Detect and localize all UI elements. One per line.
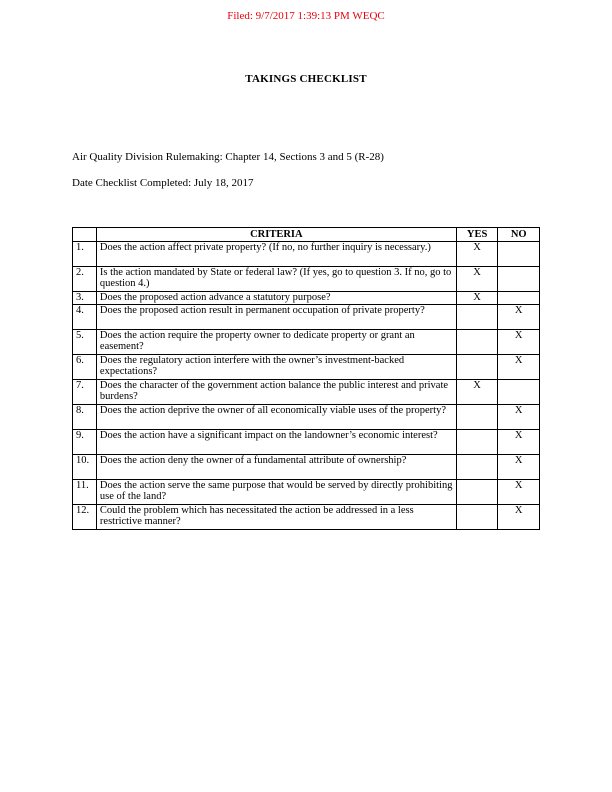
row-number: 7. <box>73 380 97 405</box>
row-yes-mark <box>456 480 498 505</box>
row-number: 10. <box>73 455 97 480</box>
header-yes: YES <box>456 228 498 242</box>
row-criteria: Does the action have a significant impact on the landowner’s economic interest? <box>96 430 456 455</box>
row-number: 3. <box>73 292 97 305</box>
table-row <box>73 242 540 267</box>
filed-stamp: Filed: 9/7/2017 1:39:13 PM WEQC <box>227 10 385 22</box>
row-criteria: Does the regulatory action interfere with the owner’s investment-backed expectations? <box>96 355 456 380</box>
row-yes-mark <box>456 355 498 380</box>
row-criteria: Does the action deny the owner of a fundamental attribute of ownership? <box>96 455 456 480</box>
row-number: 5. <box>73 330 97 355</box>
table-row <box>73 330 540 355</box>
row-no-mark: X <box>498 305 540 330</box>
row-no-mark <box>498 242 540 267</box>
row-yes-mark: X <box>456 242 498 267</box>
row-no-mark: X <box>498 455 540 480</box>
row-yes-mark <box>456 405 498 430</box>
document-title: TAKINGS CHECKLIST <box>245 73 367 85</box>
rulemaking-line: Air Quality Division Rulemaking: Chapter 14, Sections 3 and 5 (R-28) <box>72 151 384 163</box>
table-row <box>73 505 540 530</box>
row-criteria: Does the proposed action result in permanent occupation of private property? <box>96 305 456 330</box>
table-row <box>73 455 540 480</box>
row-yes-mark <box>456 455 498 480</box>
row-criteria: Is the action mandated by State or federal law? (If yes, go to question 3. If no, go to question 4.) <box>96 267 456 292</box>
table-row <box>73 430 540 455</box>
row-number: 6. <box>73 355 97 380</box>
row-no-mark: X <box>498 330 540 355</box>
row-yes-mark <box>456 505 498 530</box>
row-yes-mark <box>456 330 498 355</box>
row-yes-mark <box>456 305 498 330</box>
table-row <box>73 355 540 380</box>
row-number: 9. <box>73 430 97 455</box>
row-no-mark: X <box>498 430 540 455</box>
row-number: 2. <box>73 267 97 292</box>
table-row <box>73 380 540 405</box>
row-no-mark: X <box>498 405 540 430</box>
row-criteria: Could the problem which has necessitated the action be addressed in a less restrictive manner? <box>96 505 456 530</box>
header-criteria: CRITERIA <box>96 228 456 242</box>
row-no-mark <box>498 267 540 292</box>
row-yes-mark: X <box>456 292 498 305</box>
row-number: 1. <box>73 242 97 267</box>
row-criteria: Does the action affect private property? (If no, no further inquiry is necessary.) <box>96 242 456 267</box>
table-row <box>73 267 540 292</box>
row-no-mark <box>498 292 540 305</box>
row-yes-mark <box>456 430 498 455</box>
takings-checklist-table <box>72 227 540 530</box>
row-criteria: Does the action serve the same purpose that would be served by directly prohibiting use of the land? <box>96 480 456 505</box>
row-yes-mark: X <box>456 267 498 292</box>
row-number: 11. <box>73 480 97 505</box>
row-yes-mark: X <box>456 380 498 405</box>
row-criteria: Does the action deprive the owner of all economically viable uses of the property? <box>96 405 456 430</box>
row-criteria: Does the proposed action advance a statutory purpose? <box>96 292 456 305</box>
header-num <box>73 228 97 242</box>
row-criteria: Does the action require the property owner to dedicate property or grant an easement? <box>96 330 456 355</box>
table-row <box>73 405 540 430</box>
row-no-mark: X <box>498 355 540 380</box>
table-header-row <box>73 228 540 242</box>
row-no-mark: X <box>498 480 540 505</box>
row-no-mark <box>498 380 540 405</box>
table-row <box>73 480 540 505</box>
table-row <box>73 292 540 305</box>
row-no-mark: X <box>498 505 540 530</box>
row-number: 4. <box>73 305 97 330</box>
row-number: 8. <box>73 405 97 430</box>
header-no: NO <box>498 228 540 242</box>
row-criteria: Does the character of the government action balance the public interest and private burdens? <box>96 380 456 405</box>
table-row <box>73 305 540 330</box>
row-number: 12. <box>73 505 97 530</box>
date-completed-line: Date Checklist Completed: July 18, 2017 <box>72 177 254 189</box>
